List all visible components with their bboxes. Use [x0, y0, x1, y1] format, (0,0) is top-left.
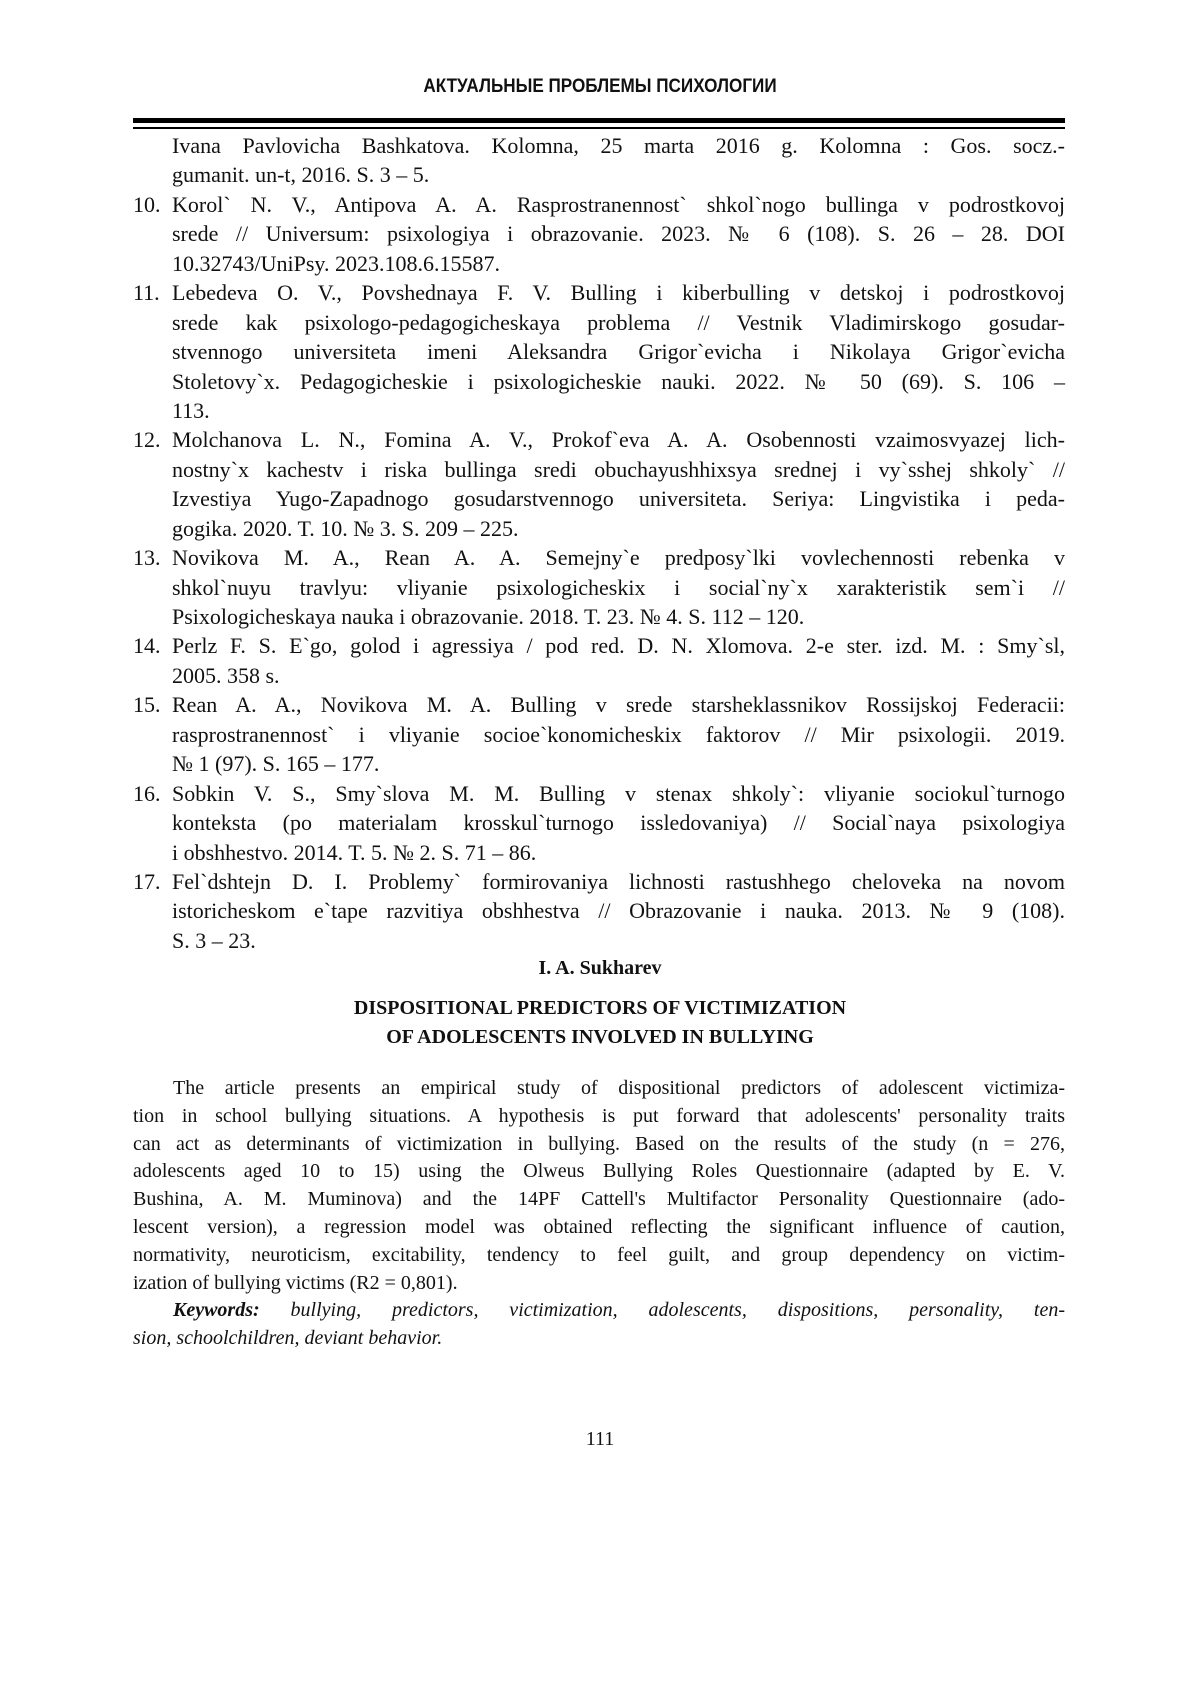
article-title-line: DISPOSITIONAL PREDICTORS OF VICTIMIZATION — [0, 994, 1200, 1023]
abstract-line: ization of bullying victims (R2 = 0,801). — [133, 1270, 1065, 1298]
reference-text: Rean A. A., Novikova M. A. Bulling v srede starsheklassnikov Rossijskoj Federacii: — [172, 692, 1065, 717]
reference-number: 11. — [133, 278, 160, 307]
reference-text: Lebedeva O. V., Povshednaya F. V. Bulling i kiberbulling v detskoj i podrostkovoj — [172, 280, 1065, 305]
reference-line — [172, 484, 1065, 513]
abstract-line: The article presents an empirical study of dispositional predictors of adolescent victimiza- — [133, 1075, 1065, 1103]
reference-number: 17. — [133, 867, 161, 896]
keywords-line — [133, 1297, 1065, 1325]
header-rule-thin — [133, 127, 1065, 129]
reference-line — [172, 808, 1065, 837]
keywords-text: bullying, predictors, victimization, adolescents, dispositions, personality, ten- — [260, 1299, 1065, 1321]
reference-line — [172, 573, 1065, 602]
journal-page — [0, 0, 1200, 1698]
abstract-line: normativity, neuroticism, excitability, tendency to feel guilt, and group dependency on victim- — [133, 1242, 1065, 1270]
reference-line — [172, 631, 1065, 660]
reference-text: srede // Universum: psixologiya i obrazovanie. 2023. № 6 (108). S. 26 – 28. DOI — [172, 221, 1065, 246]
reference-line — [172, 749, 1065, 778]
reference-line — [172, 779, 1065, 808]
reference-number: 16. — [133, 779, 161, 808]
article-title-line: OF ADOLESCENTS INVOLVED IN BULLYING — [0, 1023, 1200, 1052]
reference-text: Novikova M. A., Rean A. A. Semejny`e predposy`lki vovlechennosti rebenka v — [172, 545, 1065, 570]
reference-line — [172, 838, 1065, 867]
article-title — [0, 994, 1200, 1052]
reference-text: i obshhestvo. 2014. T. 5. № 2. S. 71 – 86. — [172, 840, 536, 865]
keywords-label: Keywords: — [173, 1299, 260, 1321]
reference-text: srede kak psixologo-pedagogicheskaya problema // Vestnik Vladimirskogo gosudar- — [172, 310, 1065, 335]
reference-line — [172, 867, 1065, 896]
reference-text: nostny`x kachestv i riska bullinga sredi obuchayushhixsya srednej i vy`sshej shkoly` // — [172, 457, 1065, 482]
reference-number: 10. — [133, 190, 161, 219]
reference-text: gumanit. un-t, 2016. S. 3 – 5. — [172, 162, 429, 187]
reference-line — [172, 337, 1065, 366]
reference-text: 2005. 358 s. — [172, 663, 280, 688]
abstract-line: adolescents aged 10 to 15) using the Olweus Bullying Roles Questionnaire (adapted by E. V. — [133, 1158, 1065, 1186]
reference-text: istoricheskom e`tape razvitiya obshhestva // Obrazovanie i nauka. 2013. № 9 (108). — [172, 898, 1065, 923]
reference-number: 13. — [133, 543, 161, 572]
reference-number: 14. — [133, 631, 161, 660]
reference-text: № 1 (97). S. 165 – 177. — [172, 751, 379, 776]
reference-line — [172, 219, 1065, 248]
reference-text: S. 3 – 23. — [172, 928, 256, 953]
abstract-line: can act as determinants of victimization in bullying. Based on the results of the study (n = 276, — [133, 1131, 1065, 1159]
article-author: I. A. Sukharev — [0, 957, 1200, 980]
reference-line — [172, 661, 1065, 690]
reference-number: 12. — [133, 425, 161, 454]
reference-text: Fel`dshtejn D. I. Problemy` formirovaniya lichnosti rastushhego cheloveka na novom — [172, 869, 1065, 894]
header-rule-thick — [133, 118, 1065, 123]
reference-line — [172, 367, 1065, 396]
reference-text: Ivana Pavlovicha Bashkatova. Kolomna, 25 marta 2016 g. Kolomna : Gos. socz.- — [172, 133, 1065, 158]
keywords-line — [133, 1325, 1065, 1353]
reference-line — [172, 160, 1065, 189]
reference-text: Sobkin V. S., Smy`slova M. M. Bulling v stenax shkoly`: vliyanie sociokul`turnogo — [172, 781, 1065, 806]
reference-line — [172, 131, 1065, 160]
reference-number: 15. — [133, 690, 161, 719]
reference-line — [172, 249, 1065, 278]
abstract-line: tion in school bullying situations. A hypothesis is put forward that adolescents' personality traits — [133, 1103, 1065, 1131]
keywords-text: sion, schoolchildren, deviant behavior. — [133, 1327, 442, 1349]
reference-line — [172, 278, 1065, 307]
reference-line — [172, 602, 1065, 631]
reference-text: rasprostranennost` i vliyanie socioe`konomicheskix faktorov // Mir psixologii. 2019. — [172, 722, 1065, 747]
reference-line — [172, 514, 1065, 543]
reference-line — [172, 190, 1065, 219]
reference-text: Korol` N. V., Antipova A. A. Rasprostranennost` shkol`nogo bullinga v podrostkovoj — [172, 192, 1065, 217]
reference-text: Molchanova L. N., Fomina A. V., Prokof`eva A. A. Osobennosti vzaimosvyazej lich- — [172, 427, 1065, 452]
reference-line — [172, 720, 1065, 749]
reference-line — [172, 308, 1065, 337]
reference-line — [172, 425, 1065, 454]
page-number: 111 — [0, 1428, 1200, 1451]
reference-text: Psixologicheskaya nauka i obrazovanie. 2018. T. 23. № 4. S. 112 – 120. — [172, 604, 804, 629]
reference-list — [0, 131, 1200, 955]
abstract-line: Bushina, A. M. Muminova) and the 14PF Cattell's Multifactor Personality Questionnaire (ado- — [133, 1186, 1065, 1214]
reference-text: Stoletovy`x. Pedagogicheskie i psixologicheskie nauki. 2022. № 50 (69). S. 106 – — [172, 369, 1065, 394]
reference-text: stvennogo universiteta imeni Aleksandra Grigor`evicha i Nikolaya Grigor`evicha — [172, 339, 1065, 364]
abstract — [133, 1075, 1065, 1353]
reference-text: gogika. 2020. T. 10. № 3. S. 209 – 225. — [172, 516, 519, 541]
abstract-line: lescent version), a regression model was obtained reflecting the significant influence of caution, — [133, 1214, 1065, 1242]
reference-text: 113. — [172, 398, 210, 423]
reference-text: Izvestiya Yugo-Zapadnogo gosudarstvennogo universiteta. Seriya: Lingvistika i peda- — [172, 486, 1065, 511]
reference-line — [172, 543, 1065, 572]
reference-line — [172, 690, 1065, 719]
reference-line — [172, 455, 1065, 484]
reference-text: konteksta (po materialam krosskul`turnogo issledovaniya) // Social`naya psixologiya — [172, 810, 1065, 835]
reference-text: 10.32743/UniPsy. 2023.108.6.15587. — [172, 251, 500, 276]
reference-text: Perlz F. S. E`go, golod i agressiya / pod red. D. N. Xlomova. 2-e ster. izd. M. : Smy`sl, — [172, 633, 1065, 658]
reference-line — [172, 926, 1065, 955]
reference-line — [172, 896, 1065, 925]
running-title: АКТУАЛЬНЫЕ ПРОБЛЕМЫ ПСИХОЛОГИИ — [60, 76, 1140, 98]
reference-line — [172, 396, 1065, 425]
reference-text: shkol`nuyu travlyu: vliyanie psixologicheskix i social`ny`x xarakteristik sem`i // — [172, 575, 1065, 600]
